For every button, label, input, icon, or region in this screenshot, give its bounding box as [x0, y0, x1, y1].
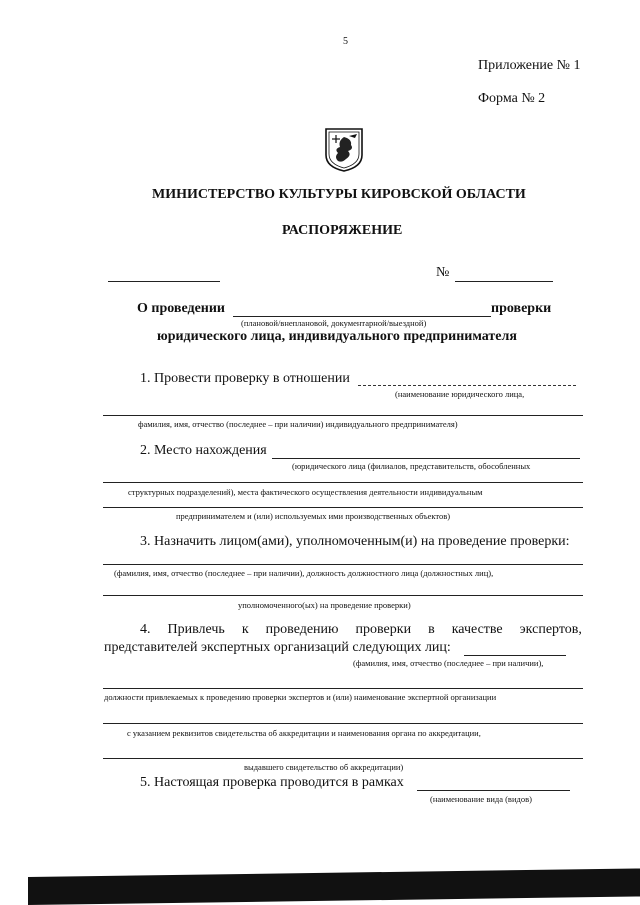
- item4-line3-rule: [103, 723, 583, 724]
- item4-word: в: [428, 622, 435, 637]
- item4-hint1: (фамилия, имя, отчество (последнее – при наличии),: [353, 658, 544, 668]
- inspection-type-line: [233, 316, 491, 317]
- item5-hint1: (наименование вида (видов): [430, 794, 532, 804]
- item4-line2-rule: [103, 688, 583, 689]
- item2-text: 2. Место нахождения: [140, 443, 267, 458]
- item4-line4-rule: [103, 758, 583, 759]
- item1-line2: [103, 415, 583, 416]
- heading-prefix: О проведении: [137, 301, 225, 316]
- inspection-type-hint: (плановой/внеплановой, документарной/выездной): [241, 318, 427, 328]
- item4-hint2: должности привлекаемых к проведению проверки экспертов и (или) наименование экспертной организации: [104, 692, 497, 702]
- item3-line: [103, 564, 583, 565]
- item5-text: 5. Настоящая проверка проводится в рамках: [140, 775, 404, 790]
- item4-word: проверки: [355, 622, 412, 637]
- item1-hint2: фамилия, имя, отчество (последнее – при наличии) индивидуального предпринимателя): [138, 419, 458, 429]
- item2-hint1: (юридического лица (филиалов, представительств, обособленных: [292, 461, 531, 471]
- item3-text: 3. Назначить лицом(ами), уполномоченным(и) на проведение проверки:: [140, 534, 570, 549]
- heading-suffix: проверки: [491, 301, 552, 316]
- form-label: Форма № 2: [478, 91, 546, 106]
- date-line: [108, 281, 220, 282]
- item4-line: [464, 655, 566, 656]
- number-sign: №: [436, 265, 450, 280]
- item1-hint1: (наименование юридического лица,: [395, 389, 525, 399]
- item4-word: экспертов,: [519, 622, 582, 637]
- item3-hint2: уполномоченного(ых) на проведение проверки): [238, 600, 411, 610]
- item2-line2: [103, 482, 583, 483]
- item4-hint3: с указанием реквизитов свидетельства об аккредитации и наименования органа по аккредитации,: [127, 728, 481, 738]
- item1-text: 1. Провести проверку в отношении: [140, 371, 350, 386]
- appendix-label: Приложение № 1: [478, 58, 581, 73]
- item1-line: [358, 385, 576, 386]
- item4-word: к: [241, 622, 249, 637]
- item4-word: Привлечь: [167, 622, 225, 637]
- item4-word: 4.: [140, 622, 151, 637]
- item2-line: [272, 458, 580, 459]
- heading-line2: юридического лица, индивидуального предпринимателя: [157, 329, 517, 344]
- page-number: 5: [343, 36, 348, 47]
- item4-word: качестве: [451, 622, 503, 637]
- item2-hint2: структурных подразделений), места фактического осуществления деятельности индивидуальным: [128, 487, 483, 497]
- ministry-title: МИНИСТЕРСТВО КУЛЬТУРЫ КИРОВСКОЙ ОБЛАСТИ: [152, 187, 526, 202]
- item5-line: [417, 790, 570, 791]
- item2-hint3: предпринимателем и (или) используемых ими производственных объектов): [176, 511, 451, 521]
- coat-of-arms-icon: [324, 127, 364, 173]
- item4-word: проведению: [265, 622, 339, 637]
- item3-line2: [103, 595, 583, 596]
- document-type: РАСПОРЯЖЕНИЕ: [282, 223, 403, 238]
- item4-line2: представителей экспертных организаций следующих лиц:: [104, 640, 451, 655]
- item4-line1: [140, 622, 582, 638]
- number-line: [455, 281, 553, 282]
- item4-hint4: выдавшего свидетельство об аккредитации): [244, 762, 404, 772]
- item2-line3: [103, 507, 583, 508]
- scan-edge-bar: [28, 868, 640, 905]
- item3-hint1: (фамилия, имя, отчество (последнее – при наличии), должность должностного лица (должностных лиц),: [114, 568, 494, 578]
